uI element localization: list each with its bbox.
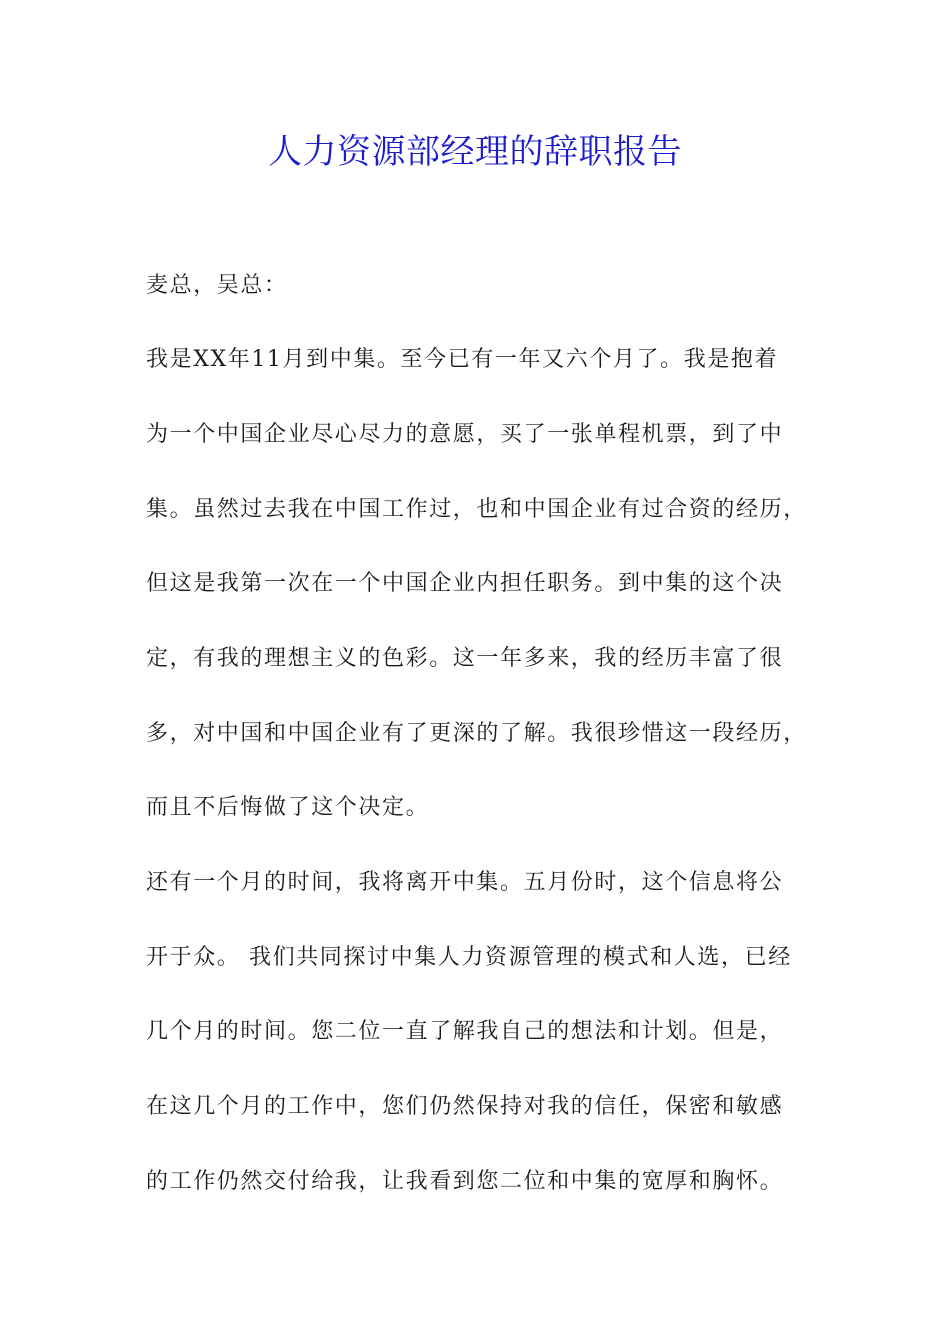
paragraph-line: 几个月的时间。您二位一直了解我自己的想法和计划。但是， xyxy=(146,1019,784,1044)
paragraph-line: 集。虽然过去我在中国工作过，也和中国企业有过合资的经历， xyxy=(146,497,807,522)
paragraph-line: 我是XX年11月到中集。至今已有一年又六个月了。我是抱着 xyxy=(146,347,779,372)
paragraph-line: 而且不后悔做了这个决定。 xyxy=(146,795,430,820)
paragraph-line: 为一个中国企业尽心尽力的意愿，买了一张单程机票，到了中 xyxy=(146,422,784,447)
paragraph-line: 定，有我的理想主义的色彩。这一年多来，我的经历丰富了很 xyxy=(146,646,784,671)
paragraph-line: 还有一个月的时间，我将离开中集。五月份时，这个信息将公 xyxy=(146,870,784,895)
salutation: 麦总，吴总： xyxy=(146,273,288,298)
paragraph-line: 开于众。 我们共同探讨中集人力资源管理的模式和人选，已经 xyxy=(146,945,792,970)
paragraph-line: 但这是我第一次在一个中国企业内担任职务。到中集的这个决 xyxy=(146,571,784,596)
paragraph-line: 的工作仍然交付给我，让我看到您二位和中集的宽厚和胸怀。 xyxy=(146,1169,784,1194)
paragraph-line: 多，对中国和中国企业有了更深的了解。我很珍惜这一段经历， xyxy=(146,721,807,746)
document-title: 人力资源部经理的辞职报告 xyxy=(268,132,682,172)
paragraph-line: 在这几个月的工作中，您们仍然保持对我的信任，保密和敏感 xyxy=(146,1094,784,1119)
